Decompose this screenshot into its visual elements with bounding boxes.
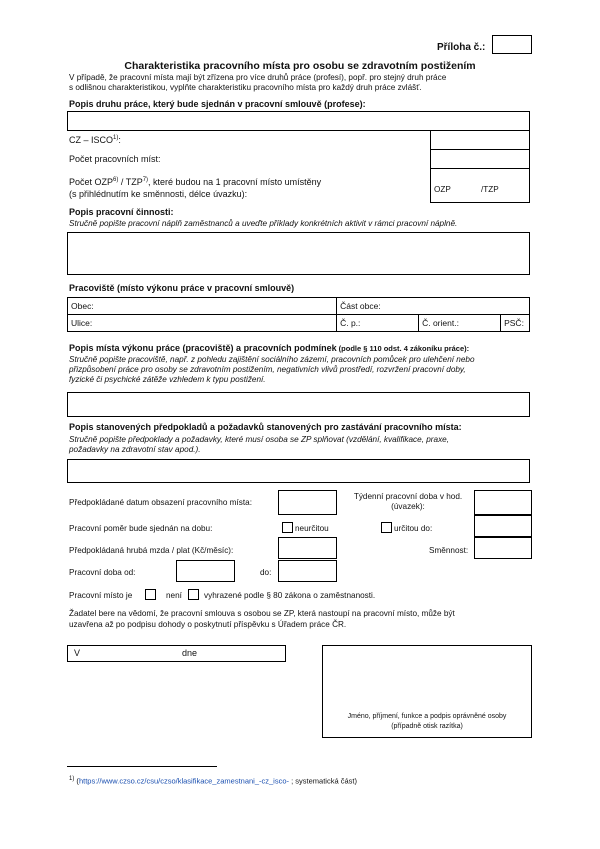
- conditions-hint-1: Stručně popište pracoviště, např. z pohledu zajištění sociálního zázemí, pracovních pomůcek pro ulehčení nebo: [69, 355, 475, 364]
- indefinite-checkbox[interactable]: [282, 522, 293, 533]
- position-count-label: Počet pracovních míst:: [69, 154, 161, 164]
- cz-isco-field[interactable]: [430, 130, 530, 150]
- date-occupation-label: Předpokládané datum obsazení pracovního místa:: [69, 498, 252, 507]
- intro-text-1: V případě, že pracovní místa mají být zřízena pro více druhů práce (profesí), popř. pro stejný druh práce: [69, 73, 447, 82]
- workplace-heading: Pracoviště (místo výkonu práce v pracovní smlouvě): [69, 283, 295, 293]
- workplace-table: [67, 297, 530, 332]
- conditions-heading: Popis místa výkonu práce (pracoviště) a pracovních podmínek (podle § 110 odst. 4 zákoníku práce):: [69, 343, 470, 353]
- definite-label: určitou do:: [394, 524, 433, 533]
- hours-from-label: Pracovní doba od:: [69, 568, 136, 577]
- intro-text-2: s odlišnou charakteristikou, vyplňte charakteristiku pracovního místa pro každý druh práce zvlášť.: [69, 83, 422, 92]
- employment-term-label: Pracovní poměr bude sjednán na dobu:: [69, 524, 213, 533]
- profession-field[interactable]: [67, 111, 530, 131]
- reserved-label: Pracovní místo je: [69, 591, 133, 600]
- orientation-number-cell[interactable]: Č. orient.:: [419, 315, 501, 332]
- definite-checkbox[interactable]: [381, 522, 392, 533]
- notice-text-2: uzavřena až po podpisu dohody o poskytnutí příspěvku s Úřadem práce ČR.: [69, 620, 347, 629]
- page-title: Charakteristika pracovního místa pro osobu se zdravotním postižením: [124, 60, 476, 72]
- position-count-field[interactable]: [430, 149, 530, 169]
- tzp-cell-label: /TZP: [481, 185, 499, 194]
- reserved-law-label: vyhrazené podle § 80 zákona o zaměstnanosti.: [204, 591, 376, 600]
- definite-date-field[interactable]: [474, 515, 532, 537]
- footnote: $^{1)}$ (https://www.czso.cz/csu/czso/klasifikace_zamestnani_-cz_isco- ; systematická část): [69, 776, 357, 786]
- requirements-heading: Popis stanovených předpokladů a požadavků stanovených pro zastávání pracovního místa:: [69, 422, 462, 432]
- activity-heading: Popis pracovní činnosti:: [69, 207, 174, 217]
- hours-to-label: do:: [260, 568, 272, 577]
- weekly-hours-label: Týdenní pracovní doba v hod. (úvazek):: [353, 492, 463, 511]
- requirements-field[interactable]: [67, 459, 530, 483]
- profession-heading: Popis druhu práce, který bude sjednán v pracovní smlouvě (profese):: [69, 99, 366, 109]
- requirements-hint-2: požadavky na zdravotní stav apod.).: [69, 445, 201, 454]
- annex-label: Příloha č.:: [437, 42, 486, 53]
- cz-isco-label: CZ – ISCO$^{1)}$:: [69, 135, 121, 145]
- shifts-label: Směnnost:: [429, 546, 469, 555]
- activity-hint: Stručně popište pracovní náplň zaměstnanců a uveďte příklady konkrétních aktivit v rámci pracovní náplně.: [69, 219, 458, 228]
- notice-text-1: Žadatel bere na vědomí, že pracovní smlouva s osobou se ZP, která nastoupí na pracovní místo, může být: [69, 609, 455, 618]
- conditions-hint-2: přizpůsobení práce pro osoby se zdravotním postižením, negativních vlivů prostředí, rozvržení pracovní doby,: [69, 365, 466, 374]
- footnote-link[interactable]: https://www.czso.cz/csu/czso/klasifikace_zamestnani_-cz_isco-: [78, 776, 290, 786]
- signature-caption: Jméno, příjmení, funkce a podpis oprávněné osoby (případně otisk razítka): [347, 713, 507, 730]
- reserved-yes-checkbox[interactable]: [145, 589, 156, 600]
- place-date-field[interactable]: [67, 645, 286, 662]
- indefinite-label: neurčitou: [295, 524, 329, 533]
- weekly-hours-field[interactable]: [474, 490, 532, 515]
- wage-label: Předpokládaná hrubá mzda / plat (Kč/měsíc):: [69, 546, 234, 555]
- ozp-tzp-label: Počet OZP$^{6)}$ / TZP$^{7)}$, které budou na 1 pracovní místo umístěny (s přihlédnutím ke směnnosti, délce úvazku):: [69, 177, 322, 199]
- reserved-no-checkbox[interactable]: [188, 589, 199, 600]
- municipality-cell[interactable]: Obec:: [68, 298, 337, 315]
- footnote-divider: [67, 766, 217, 767]
- requirements-hint-1: Stručně popište předpoklady a požadavky, které musí osoba se ZP splňovat (vzdělání, kvalifikace, praxe,: [69, 435, 450, 444]
- wage-field[interactable]: [278, 537, 337, 559]
- reserved-no-label: není: [166, 591, 182, 600]
- hours-to-field[interactable]: [278, 560, 337, 582]
- conditions-field[interactable]: [67, 392, 530, 417]
- municipality-part-cell[interactable]: Část obce:: [337, 298, 530, 315]
- postal-code-cell[interactable]: PSČ:: [501, 315, 530, 332]
- place-label: V: [74, 648, 81, 658]
- street-cell[interactable]: Ulice:: [68, 315, 337, 332]
- hours-from-field[interactable]: [176, 560, 235, 582]
- ozp-cell-label: OZP: [434, 185, 451, 194]
- annex-number-field[interactable]: [492, 35, 532, 54]
- shifts-field[interactable]: [474, 537, 532, 559]
- date-label: dne: [182, 648, 198, 658]
- conditions-hint-3: fyzické či psychické zátěže vzhledem k typu postižení.: [69, 375, 266, 384]
- house-number-cell[interactable]: Č. p.:: [337, 315, 419, 332]
- activity-field[interactable]: [67, 232, 530, 275]
- date-occupation-field[interactable]: [278, 490, 337, 515]
